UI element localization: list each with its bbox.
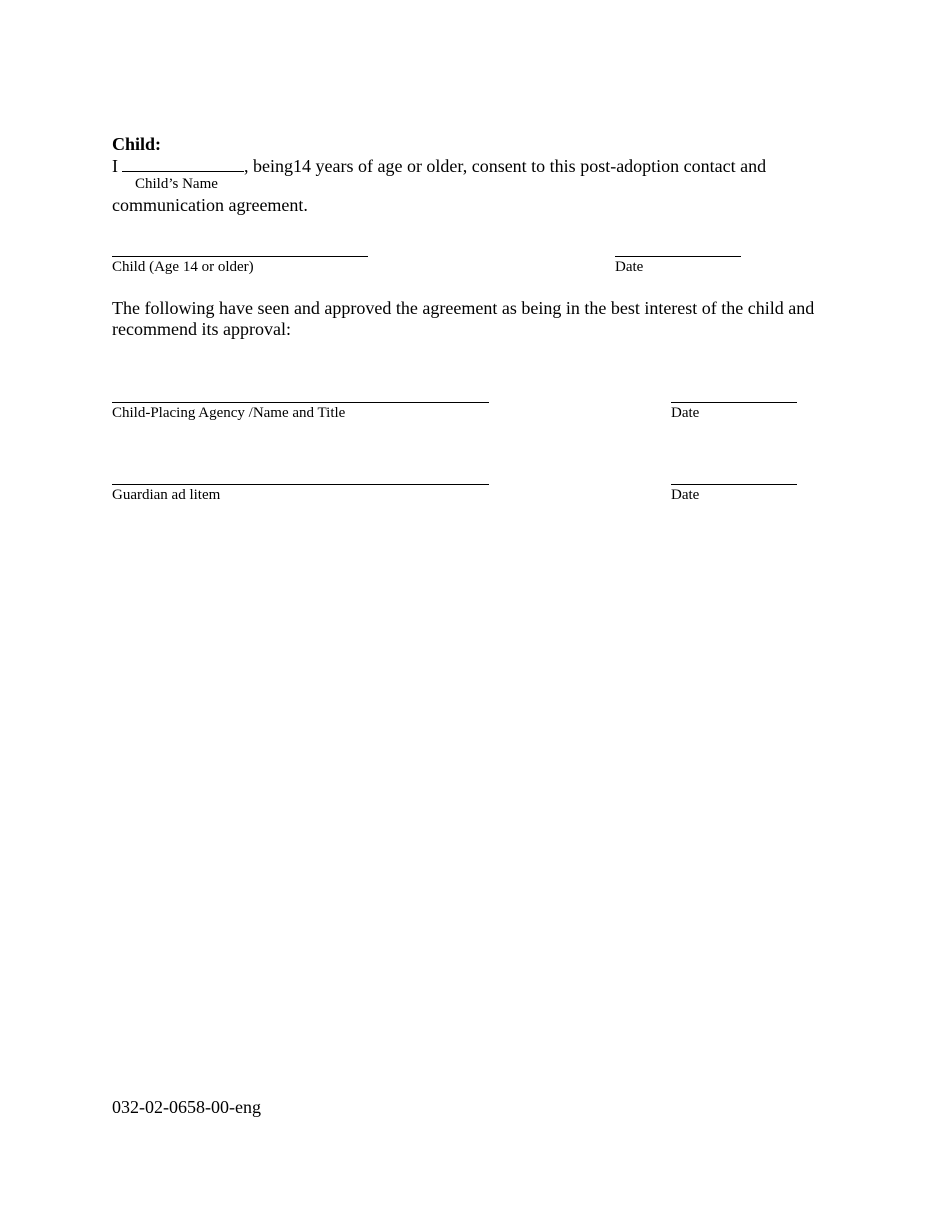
consent-sentence-start: I bbox=[112, 156, 118, 176]
agency-signature-line[interactable] bbox=[112, 402, 489, 403]
form-number: 032-02-0658-00-eng bbox=[112, 1097, 261, 1117]
agency-date-label: Date bbox=[671, 405, 700, 421]
guardian-signature-line[interactable] bbox=[112, 484, 489, 485]
consent-sentence bbox=[112, 155, 766, 177]
consent-sentence-end: communication agreement. bbox=[112, 195, 308, 215]
consent-sentence-continued: , being14 years of age or older, consent to this post-adoption contact and bbox=[244, 156, 767, 176]
child-name-blank[interactable] bbox=[122, 155, 244, 172]
child-name-label: Child’s Name bbox=[135, 176, 218, 192]
guardian-signature-label: Guardian ad litem bbox=[112, 487, 221, 503]
agency-signature-label: Child-Placing Agency /Name and Title bbox=[112, 405, 346, 421]
child-date-line[interactable] bbox=[615, 256, 741, 257]
child-signature-label: Child (Age 14 or older) bbox=[112, 259, 254, 275]
child-section-heading: Child: bbox=[112, 134, 162, 154]
agency-date-line[interactable] bbox=[671, 402, 797, 403]
guardian-date-line[interactable] bbox=[671, 484, 797, 485]
child-date-label: Date bbox=[615, 259, 644, 275]
child-signature-line[interactable] bbox=[112, 256, 368, 257]
approval-paragraph: The following have seen and approved the agreement as being in the best interest of the child and recommend its approval: bbox=[112, 298, 815, 339]
guardian-date-label: Date bbox=[671, 487, 700, 503]
